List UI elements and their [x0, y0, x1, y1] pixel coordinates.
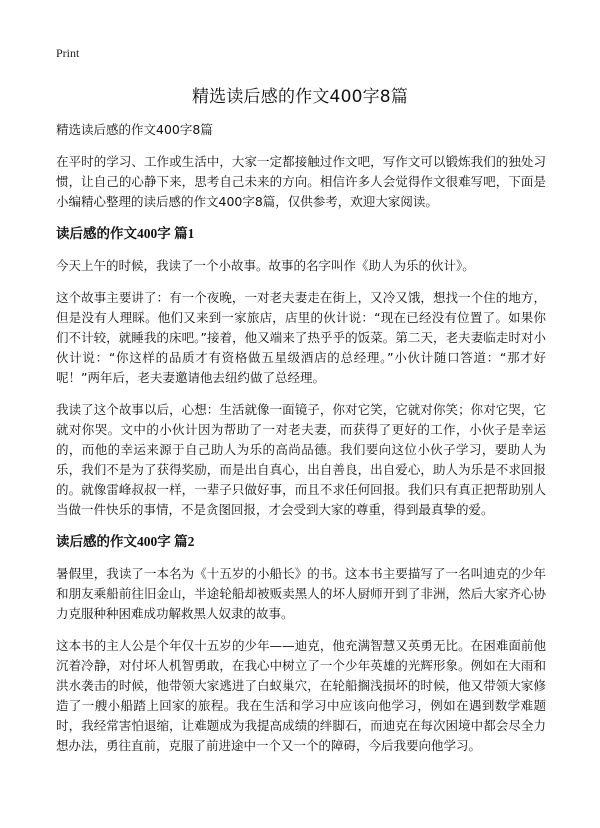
- section-2-paragraph-1: 暑假里，我读了一本名为《十五岁的小船长》的书。这本书主要描写了一名叫迪克的少年和朋友乘船前往旧金山，半途轮船却被贩卖黑人的坏人厨师开到了非洲，然后大家齐心协力克服种种困难成功解救黑人奴隶的故事。: [56, 566, 546, 621]
- section-1-paragraph-1: 今天上午的时候，我读了一个小故事。故事的名字叫作《助人为乐的伙计》。: [56, 258, 475, 273]
- article-body: [56, 120, 546, 768]
- print-link[interactable]: Print: [56, 46, 80, 60]
- page-title: 精选读后感的作文400字8篇: [191, 87, 409, 107]
- section-heading-1: 读后感的作文400字 篇1: [56, 226, 195, 241]
- article-subtitle: 精选读后感的作文400字8篇: [56, 122, 213, 137]
- section-1-paragraph-3: 我读了这个故事以后，心想：生活就像一面镜子，你对它笑，它就对你笑；你对它哭，它就对你哭。文中的小伙计因为帮助了一对老夫妻，而获得了更好的工作，小伙子是幸运的，而他的幸运来源于自己助人为乐的高尚品德。我们要向这位小伙子学习，要助人为乐，我们不是为了获得奖励，而是出自真心，出自善良，出自爱心，助人为乐是不求回报的。就像雷峰叔叔一样，一辈子只做好事，而且不求任何回报。我们只有真正把帮助别人当做一件快乐的事情，不是贪图回报，才会受到大家的尊重，得到最真挚的爱。: [56, 402, 546, 517]
- section-heading-2: 读后感的作文400字 篇2: [56, 534, 195, 549]
- intro-paragraph: 在平时的学习、工作或生活中，大家一定都接触过作文吧，写作文可以锻炼我们的独处习惯，让自己的心静下来，思考自己未来的方向。相信许多人会觉得作文很难写吧，下面是小编精心整理的读后感的作文400字8篇，仅供参考，欢迎大家阅读。: [56, 154, 546, 209]
- section-2-paragraph-2: 这本书的主人公是个年仅十五岁的少年——迪克，他充满智慧又英勇无比。在困难面前他沉着冷静，对付坏人机智勇敢，在我心中树立了一个少年英雄的光辉形象。例如在大雨和洪水袭击的时候，他带领大家逃进了白蚁巢穴，在轮船搁浅损坏的时候，他又带领大家修造了一艘小船踏上回家的旅程。我在生活和学习中应该向他学习，例如在遇到数学难题时，我经常害怕退缩，让难题成为我提高成绩的绊脚石，而迪克在每次困境中都会尽全力想办法，勇往直前，克服了前进途中一个又一个的障碍，今后我要向他学习。: [56, 638, 546, 753]
- section-1-paragraph-2: 这个故事主要讲了：有一个夜晚，一对老夫妻走在街上，又冷又饿，想找一个住的地方，但是没有人理睬。他们又来到一家旅店，店里的伙计说：“现在已经没有位置了。如果你们不计较，就睡我的床吧。”接着，他又端来了热乎乎的饭菜。第二天，老夫妻临走时对小伙计说：“你这样的品质才有资格做五星级酒店的总经理。”小伙计随口答道：“那才好呢！”两年后，老夫妻邀请他去纽约做了总经理。: [56, 290, 546, 385]
